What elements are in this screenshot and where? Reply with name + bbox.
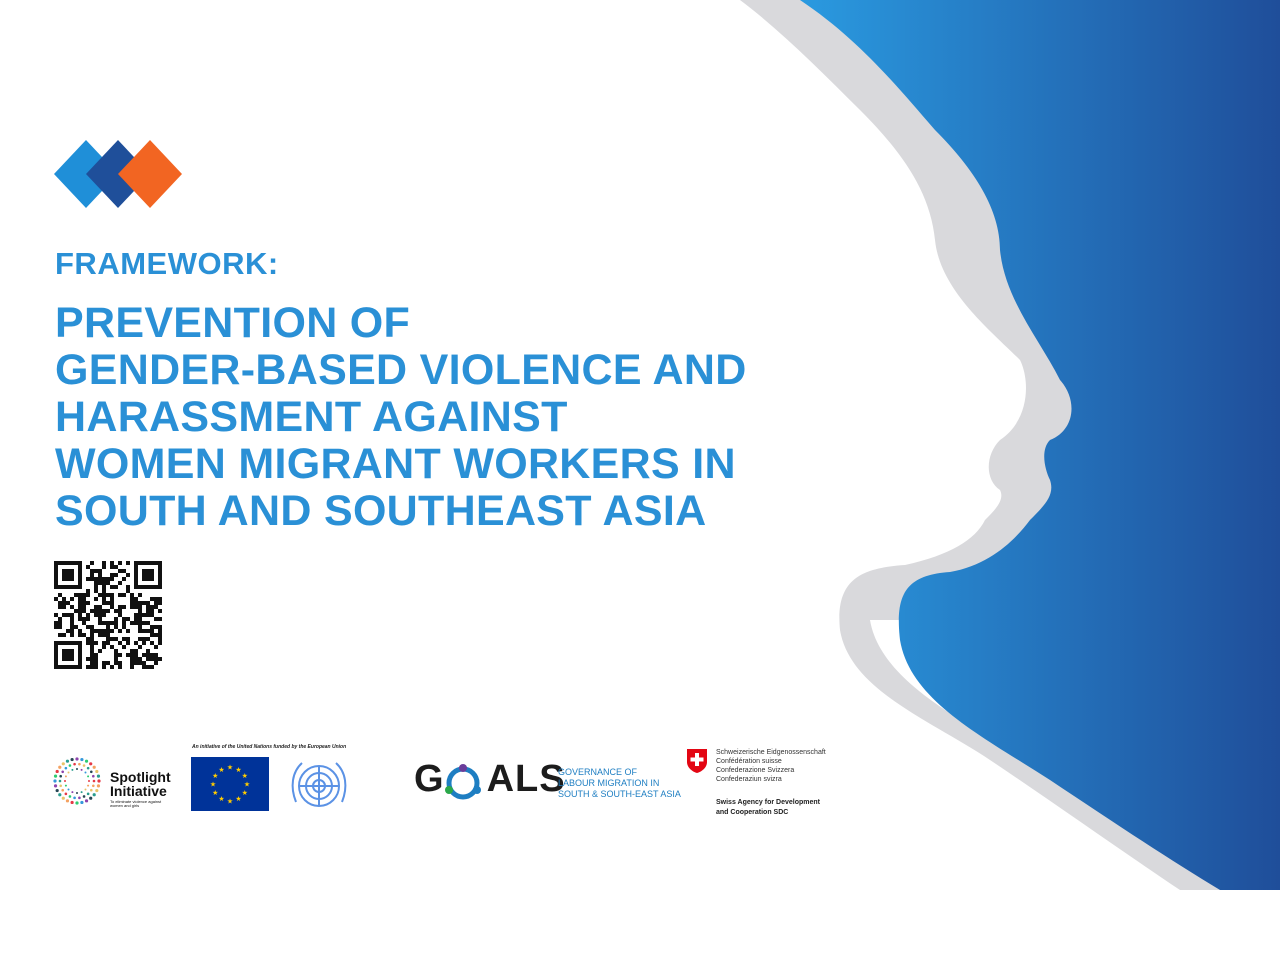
spotlight-tagline: To eliminate violence against women and girls [110,799,162,808]
qr-code-icon[interactable] [54,561,162,669]
goals-wordmark [414,758,566,801]
page-title [55,300,747,535]
partner-logos [0,740,900,840]
spotlight-name: Spotlight [110,769,171,785]
eu-star-icon: ★ [241,773,248,780]
swiss-confederation-text [716,748,826,784]
eu-star-icon: ★ [235,796,242,804]
swiss-line: Confédération suisse [716,758,782,765]
goals-sub-line: SOUTH & SOUTH-EAST ASIA [558,789,681,799]
eu-star-icon: ★ [218,796,225,804]
title-line: HARASSMENT AGAINST [55,393,568,441]
swiss-cross-icon [686,748,708,774]
title-line: WOMEN MIGRANT WORKERS IN [55,440,736,488]
un-emblem-icon [286,757,352,817]
eu-star-icon: ★ [241,790,248,797]
title-line: PREVENTION OF [55,299,411,347]
goals-letter: G [414,758,445,800]
goals-sub-line: LABOUR MIGRATION IN [558,778,660,788]
goals-sub-line: GOVERNANCE OF [558,767,638,777]
framework-label: FRAMEWORK: [55,246,279,281]
eu-star-icon: ★ [212,773,219,780]
eu-star-icon: ★ [212,790,219,797]
title-line: GENDER-BASED VIOLENCE AND [55,346,747,394]
spotlight-logo-text [110,770,171,808]
swiss-line: Confederaziun svizra [716,776,782,783]
goals-subtitle [558,767,681,800]
orange-diamond [118,140,182,208]
eu-funding-note: An initiative of the United Nations funded by the European Union [192,744,347,750]
eu-star-icon: ★ [243,781,251,789]
swiss-agency-text [716,798,820,818]
goals-circle-icon [442,762,484,804]
spotlight-name: Initiative [110,783,167,799]
eu-star-icon: ★ [226,798,234,806]
spotlight-ring-icon [52,756,102,806]
eu-star-icon: ★ [209,781,217,789]
eu-star-icon: ★ [226,764,234,772]
eu-star-icon: ★ [235,766,242,774]
three-diamonds-icon [52,138,184,210]
sdc-line: and Cooperation SDC [716,809,789,816]
title-line: SOUTH AND SOUTHEAST ASIA [55,487,707,535]
eu-flag-icon [191,757,269,811]
swiss-line: Confederazione Svizzera [716,767,795,774]
sdc-line: Swiss Agency for Development [716,799,820,806]
goals-letters: ALS [486,758,566,800]
eu-star-icon: ★ [218,766,225,774]
swiss-line: Schweizerische Eidgenossenschaft [716,749,826,756]
